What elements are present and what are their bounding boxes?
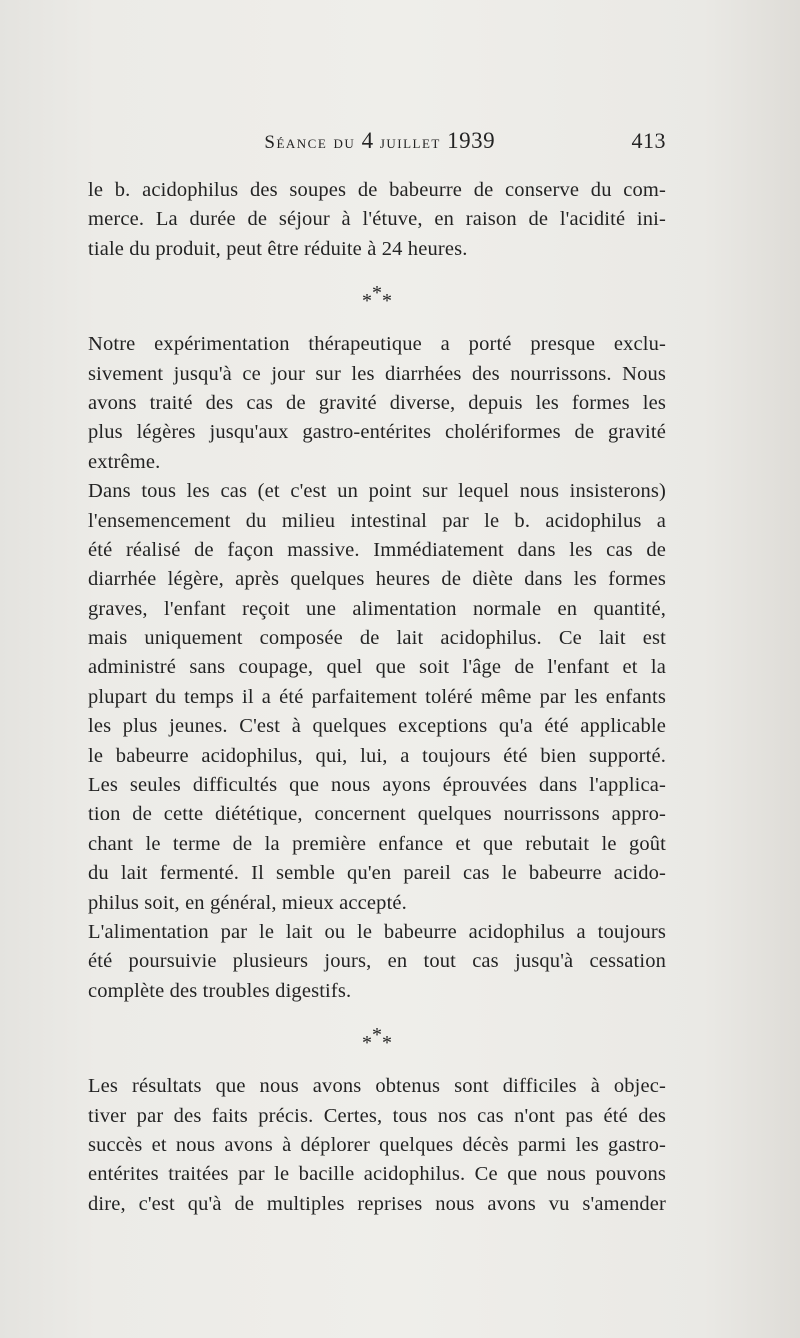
text-line: tion de cette diététique, concernent quelques nourrissons appro- xyxy=(88,803,666,826)
text-line: succès et nous avons à déplorer quelques décès parmi les gastro- xyxy=(88,1133,666,1156)
text-line: été poursuivie plusieurs jours, en tout cas jusqu'à cessation xyxy=(88,950,666,973)
text-line: sivement jusqu'à ce jour sur les diarrhées des nourrissons. Nous xyxy=(88,362,666,385)
text-line: administré sans coupage, quel que soit l'âge de l'enfant et la xyxy=(88,656,666,679)
text-line: graves, l'enfant reçoit une alimentation normale en quantité, xyxy=(88,597,666,620)
text-line: L'alimentation par le lait ou le babeurre acidophilus a toujours xyxy=(88,920,666,943)
text-line: Les seules difficultés que nous ayons éprouvées dans l'applica- xyxy=(88,774,666,797)
text-line: tiver par des faits précis. Certes, tous nos cas n'ont pas été des xyxy=(88,1104,666,1127)
asterism-star: * xyxy=(362,1032,372,1055)
asterism-separator xyxy=(88,1006,666,1072)
text-line: Les résultats que nous avons obtenus sont difficiles à objec- xyxy=(88,1075,666,1098)
text-line: diarrhée légère, après quelques heures de diète dans les formes xyxy=(88,568,666,591)
asterism-star: * xyxy=(372,282,382,305)
text-line: complète des troubles digestifs. xyxy=(88,979,352,1002)
text-line: philus soit, en général, mieux accepté. xyxy=(88,891,407,914)
running-title-day: 4 xyxy=(361,128,374,153)
text-line: extrême. xyxy=(88,450,161,473)
text-line: entérites traitées par le bacille acidophilus. Ce que nous pouvons xyxy=(88,1163,666,1186)
text-line: chant le terme de la première enfance et que rebutait le goût xyxy=(88,832,666,855)
text-line: dire, c'est qu'à de multiples reprises nous avons vu s'amender xyxy=(88,1192,666,1215)
paragraph-5 xyxy=(88,1072,666,1219)
text-line: merce. La durée de séjour à l'étuve, en raison de l'acidité ini- xyxy=(88,208,666,231)
paragraph-3 xyxy=(88,477,666,918)
asterism-separator xyxy=(88,264,666,330)
paragraph-4 xyxy=(88,918,666,1006)
running-header xyxy=(88,128,666,162)
running-title-month: juillet xyxy=(379,132,441,153)
paragraph-1 xyxy=(88,176,666,264)
body-text xyxy=(88,176,666,1219)
asterism-star: * xyxy=(382,290,392,313)
paragraph-2 xyxy=(88,330,666,477)
page-number: 413 xyxy=(631,128,666,153)
text-line: le b. acidophilus des soupes de babeurre de conserve du com- xyxy=(88,179,666,201)
text-line: le babeurre acidophilus, qui, lui, a toujours été bien supporté. xyxy=(88,744,666,767)
text-line: du lait fermenté. Il semble qu'en pareil cas le babeurre acido- xyxy=(88,862,666,885)
text-line: avons traité des cas de gravité diverse, depuis les formes les xyxy=(88,391,666,414)
asterism-star: * xyxy=(362,290,372,313)
text-line: l'ensemencement du milieu intestinal par le b. acidophilus a xyxy=(88,509,666,532)
asterism-star: * xyxy=(382,1032,392,1055)
text-line: Notre expérimentation thérapeutique a porté presque exclu- xyxy=(88,333,666,356)
running-title-year: 1939 xyxy=(447,128,496,153)
asterism-star: * xyxy=(372,1024,382,1047)
running-title xyxy=(88,128,632,154)
text-line: plus légères jusqu'aux gastro-entérites cholériformes de gravité xyxy=(88,421,666,444)
text-line: été réalisé de façon massive. Immédiatement dans les cas de xyxy=(88,538,666,561)
running-title-prefix: Séance du xyxy=(264,132,356,153)
text-line: tiale du produit, peut être réduite à 24 heures. xyxy=(88,237,468,260)
text-line: mais uniquement composée de lait acidophilus. Ce lait est xyxy=(88,627,666,650)
text-line: les plus jeunes. C'est à quelques exceptions qu'a été applicable xyxy=(88,715,666,738)
text-line: plupart du temps il a été parfaitement toléré même par les enfants xyxy=(88,685,666,708)
text-line: Dans tous les cas (et c'est un point sur lequel nous insisterons) xyxy=(88,480,666,503)
